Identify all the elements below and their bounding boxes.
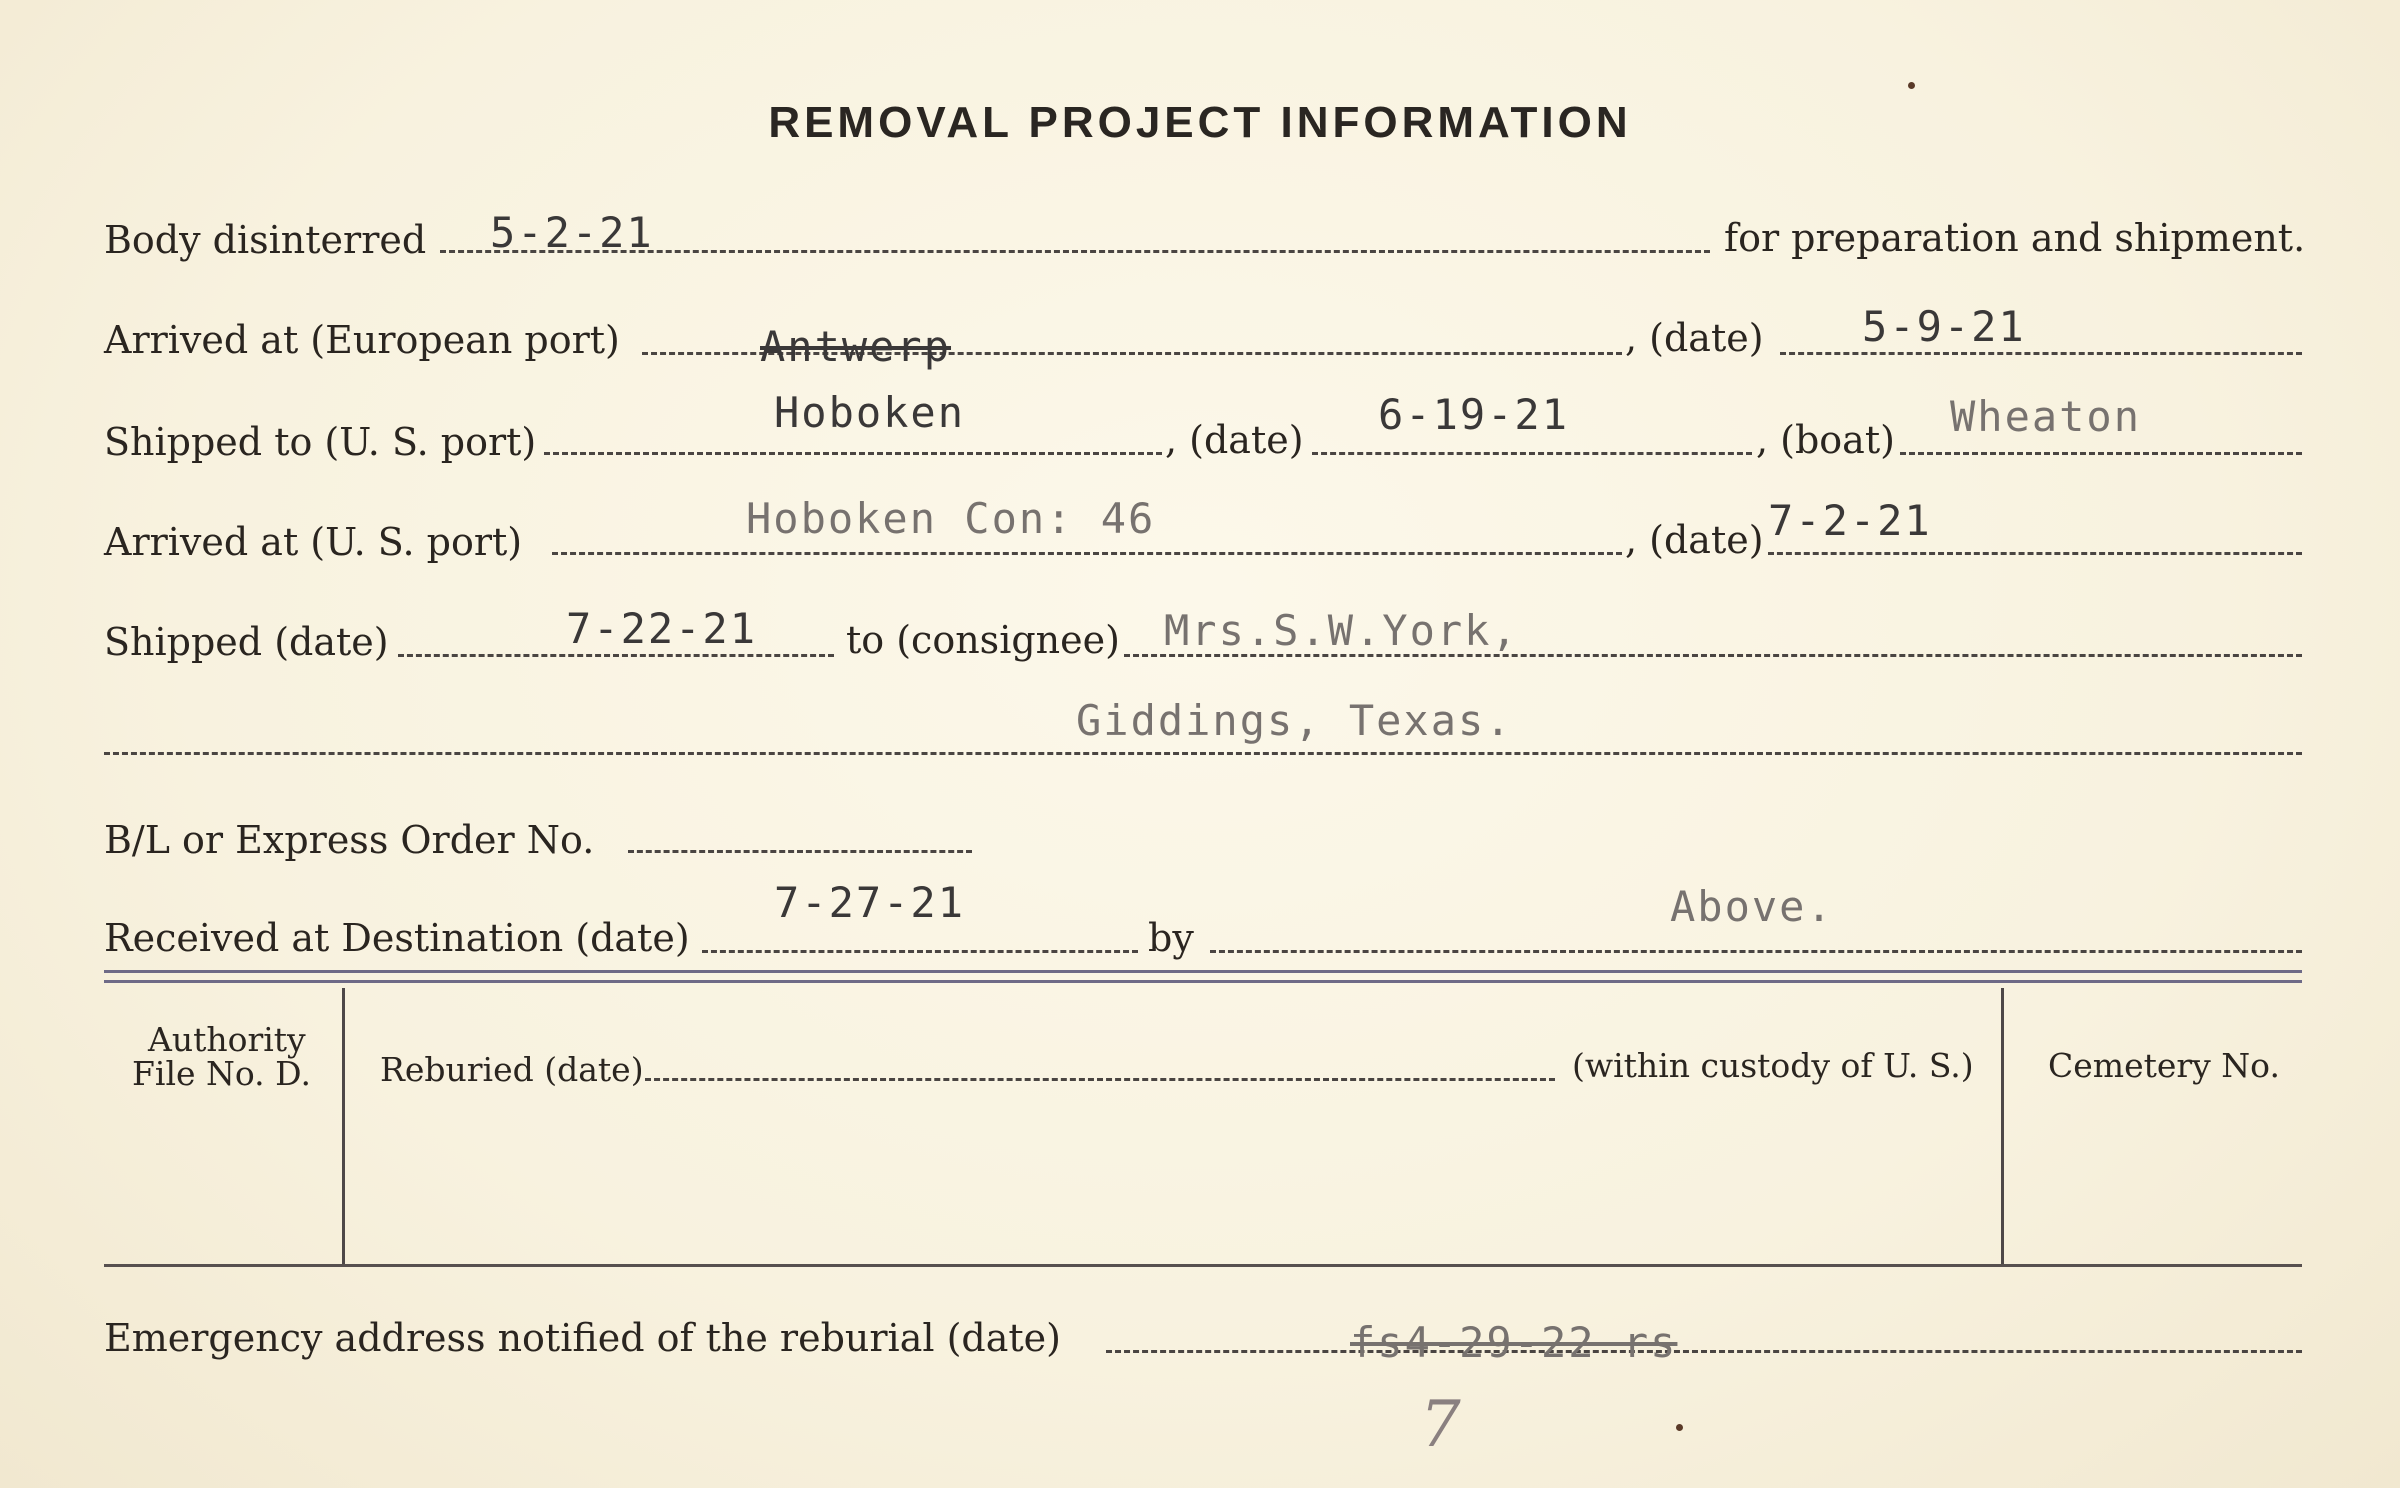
us-port-shipped-line bbox=[544, 452, 1162, 455]
shipped-date-label: Shipped (date) bbox=[104, 620, 389, 664]
us-arrival-date-value: 7-2-21 bbox=[1768, 496, 1932, 545]
european-port-value: Antwerp bbox=[760, 322, 952, 371]
authority-label-line2: File No. D. bbox=[132, 1054, 311, 1093]
emergency-date-value: fs4-29-22 rs bbox=[1350, 1318, 1678, 1367]
eu-date-label: , (date) bbox=[1625, 316, 1764, 360]
for-preparation-label: for preparation and shipment. bbox=[1724, 216, 2306, 260]
table-bottom-rule bbox=[104, 1264, 2302, 1267]
consignee-address-line bbox=[104, 752, 2302, 755]
us-arrival-date-label: , (date) bbox=[1625, 518, 1764, 562]
us-port-arrived-line bbox=[552, 552, 1622, 555]
consignee-value: Mrs.S.W.York, bbox=[1164, 606, 1519, 655]
ship-date-value: 6-19-21 bbox=[1378, 390, 1570, 439]
card-title: REMOVAL PROJECT INFORMATION bbox=[768, 98, 1632, 147]
bl-express-order-label: B/L or Express Order No. bbox=[104, 818, 595, 862]
us-port-shipped-value: Hoboken bbox=[774, 388, 966, 437]
received-destination-label: Received at Destination (date) bbox=[104, 916, 690, 960]
shipped-us-port-label: Shipped to (U. S. port) bbox=[104, 420, 537, 464]
received-date-line bbox=[702, 950, 1138, 953]
us-port-arrived-value: Hoboken Con: 46 bbox=[746, 494, 1156, 543]
us-arrival-date-line bbox=[1768, 552, 2302, 555]
consignee-address-value: Giddings, Texas. bbox=[1076, 696, 1513, 745]
bl-express-order-line bbox=[628, 850, 972, 853]
consignee-ship-date-value: 7-22-21 bbox=[566, 604, 758, 653]
eu-date-line bbox=[1780, 352, 2302, 355]
emergency-address-label: Emergency address notified of the reburial (date) bbox=[104, 1316, 1061, 1360]
to-consignee-label: to (consignee) bbox=[846, 618, 1120, 662]
eu-arrival-date-value: 5-9-21 bbox=[1862, 302, 2026, 351]
reburied-date-line bbox=[645, 1078, 1555, 1081]
boat-value: Wheaton bbox=[1950, 392, 2142, 441]
reburied-date-label: Reburied (date) bbox=[380, 1050, 644, 1089]
received-by-label: by bbox=[1148, 916, 1194, 960]
boat-line bbox=[1900, 452, 2302, 455]
paper-spot bbox=[1676, 1424, 1683, 1431]
divider-rule-top bbox=[104, 970, 2302, 973]
paper-spot bbox=[1908, 82, 1915, 89]
received-date-value: 7-27-21 bbox=[774, 878, 966, 927]
handwritten-ink-mark: 7 bbox=[1420, 1388, 1461, 1462]
disinterred-date-value: 5-2-21 bbox=[490, 208, 654, 257]
arrived-european-port-label: Arrived at (European port) bbox=[104, 318, 620, 362]
ship-date-line bbox=[1312, 452, 1752, 455]
cemetery-column-divider bbox=[2001, 988, 2004, 1264]
arrived-us-port-label: Arrived at (U. S. port) bbox=[104, 520, 523, 564]
authority-label-line1: Authority bbox=[148, 1020, 306, 1059]
authority-column-divider bbox=[342, 988, 345, 1264]
received-by-line bbox=[1210, 950, 2302, 953]
within-custody-label: (within custody of U. S.) bbox=[1572, 1046, 1974, 1085]
received-by-value: Above. bbox=[1670, 882, 1834, 931]
cemetery-no-label: Cemetery No. bbox=[2048, 1046, 2280, 1085]
consignee-ship-date-line bbox=[398, 654, 834, 657]
divider-rule-bottom bbox=[104, 980, 2302, 983]
body-disinterred-label: Body disinterred bbox=[104, 218, 427, 262]
emergency-date-line bbox=[1106, 1350, 2302, 1353]
boat-label: , (boat) bbox=[1756, 418, 1895, 462]
ship-date-label: , (date) bbox=[1165, 418, 1304, 462]
